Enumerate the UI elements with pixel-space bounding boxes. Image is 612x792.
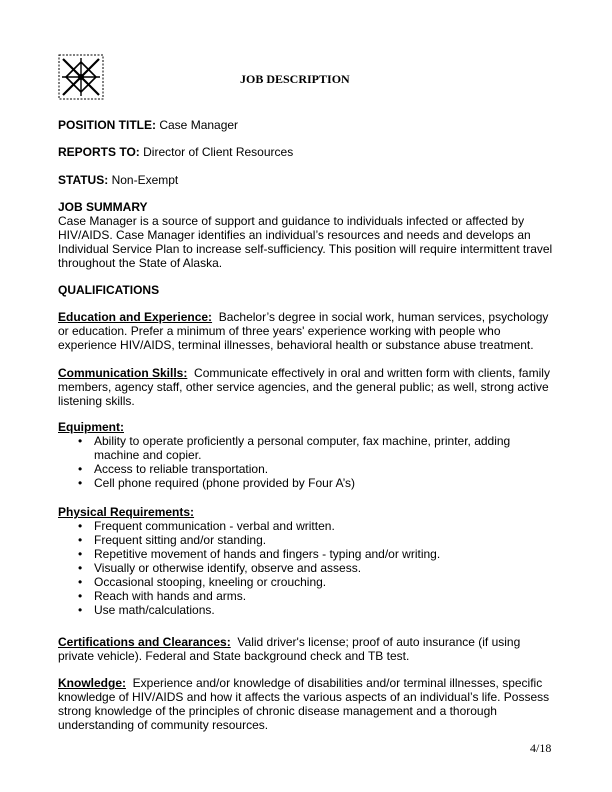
- list-item: • Reach with hands and arms.: [78, 589, 247, 603]
- status-value: Non-Exempt: [111, 173, 179, 187]
- list-item: • Frequent communication - verbal and written.: [78, 519, 335, 533]
- certifications-line: Valid driver's license; proof of auto insurance (if using: [230, 635, 521, 649]
- education-label: Education and Experience:: [58, 310, 213, 324]
- communication-line: Communicate effectively in oral and written form with clients, family: [187, 366, 550, 380]
- position-title-label: POSITION TITLE:: [58, 118, 156, 132]
- status-field: [58, 173, 178, 187]
- knowledge-line: knowledge of HIV/AIDS and how it affects the various aspects of an individual’s life. Possess: [58, 690, 550, 704]
- list-item: machine and copier.: [94, 448, 202, 462]
- job-summary-line: Individual Service Plan to increase self-sufficiency. This position will require intermittent travel: [58, 242, 553, 256]
- list-item: • Frequent sitting and/or standing.: [78, 533, 267, 547]
- education-line: or education. Prefer a minimum of three years' experience working with people who: [58, 324, 501, 338]
- job-summary-line: HIV/AIDS. Case Manager identifies an individual’s resources and needs and develops an: [58, 228, 531, 242]
- reports-to-field: [58, 145, 293, 159]
- certifications-line: private vehicle). Federal and State background check and TB test.: [58, 649, 410, 663]
- job-summary-line: Case Manager is a source of support and guidance to individuals infected or affected by: [58, 214, 525, 228]
- communication-label: Communication Skills:: [58, 366, 188, 380]
- list-item: • Occasional stooping, kneeling or crouching.: [78, 575, 327, 589]
- communication-line: listening skills.: [58, 394, 135, 408]
- organization-logo: [58, 54, 104, 100]
- list-item: • Ability to operate proficiently a personal computer, fax machine, printer, adding: [78, 434, 511, 448]
- communication-section: [58, 366, 558, 408]
- education-line: Bachelor’s degree in social work, human services, psychology: [212, 310, 549, 324]
- communication-line: members, agency staff, other service agencies, and the general public; as well, strong active: [58, 380, 549, 394]
- job-summary-heading: JOB SUMMARY: [58, 200, 148, 214]
- page-number: 4/18: [530, 741, 552, 755]
- knowledge-label: Knowledge:: [58, 676, 126, 690]
- certifications-label: Certifications and Clearances:: [58, 635, 231, 649]
- status-label: STATUS:: [58, 173, 109, 187]
- job-summary-section: [58, 200, 558, 270]
- equipment-label: Equipment:: [58, 420, 124, 434]
- reports-to-value: Director of Client Resources: [143, 145, 294, 159]
- job-summary-line: throughout the State of Alaska.: [58, 256, 223, 270]
- list-item: • Access to reliable transportation.: [78, 462, 269, 476]
- list-item: • Visually or otherwise identify, observe and assess.: [78, 561, 362, 575]
- education-section: [58, 310, 558, 352]
- qualifications-heading: QUALIFICATIONS: [58, 283, 160, 297]
- list-item: • Repetitive movement of hands and fingers - typing and/or writing.: [78, 547, 441, 561]
- reports-to-label: REPORTS TO:: [58, 145, 140, 159]
- position-title-field: [58, 118, 238, 132]
- list-item: • Cell phone required (phone provided by Four A’s): [78, 476, 356, 490]
- equipment-list: [58, 434, 558, 490]
- physical-requirements-list: [58, 519, 558, 617]
- knowledge-line: understanding of community resources.: [58, 718, 269, 732]
- physical-requirements-label: Physical Requirements:: [58, 505, 195, 519]
- knowledge-section: [58, 676, 558, 732]
- knowledge-line: Experience and/or knowledge of disabilities and/or terminal illnesses, specific: [126, 676, 543, 690]
- certifications-section: [58, 635, 558, 663]
- list-item: • Use math/calculations.: [78, 603, 215, 617]
- education-line: experience HIV/AIDS, terminal illnesses, behavioral health or substance abuse treatment.: [58, 338, 534, 352]
- knowledge-line: strong knowledge of the principles of chronic disease management and a thorough: [58, 704, 497, 718]
- document-title: JOB DESCRIPTION: [240, 72, 350, 86]
- position-title-value: Case Manager: [159, 118, 239, 132]
